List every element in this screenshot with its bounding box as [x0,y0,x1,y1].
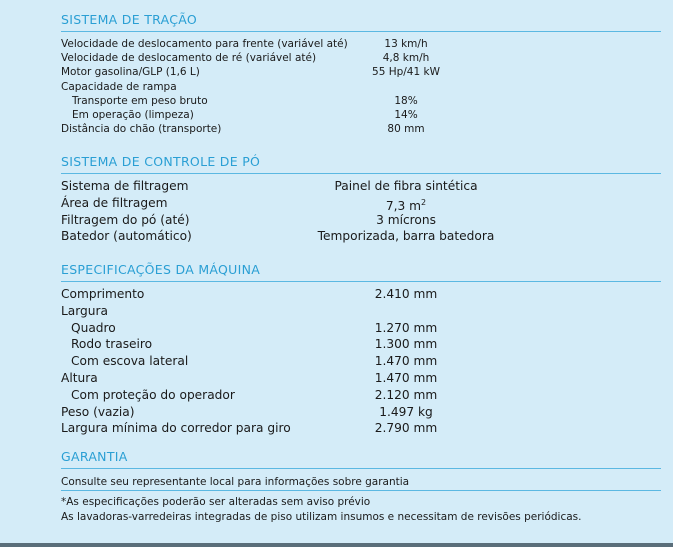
spec-row [61,108,661,122]
spec-label: Em operação (limpeza) [72,108,194,121]
spec-label: Capacidade de rampa [61,80,177,93]
spec-value: 1.270 mm [374,320,438,335]
section-rule [61,490,661,491]
section-title-po: SISTEMA DE CONTROLE DE PÓ [61,154,261,169]
spec-row [61,94,661,108]
spec-label: Transporte em peso bruto [72,94,208,107]
section-title-garantia: GARANTIA [61,449,128,464]
spec-row [61,80,661,94]
spec-value: Painel de fibra sintética [334,179,478,193]
spec-row [61,122,661,136]
spec-label: Área de filtragem [61,195,168,210]
spec-row [61,51,661,65]
spec-row [61,212,661,229]
garantia-text-row [61,475,661,489]
spec-row [61,178,661,195]
spec-label: Rodo traseiro [71,337,153,352]
spec-row [61,228,661,245]
spec-value: 1.497 kg [379,404,433,419]
spec-value: 1.300 mm [374,337,438,352]
spec-label: Peso (vazia) [61,404,135,419]
spec-value: 2.410 mm [374,287,438,301]
spec-value: 55 Hp/41 kW [372,66,440,79]
spec-label: Motor gasolina/GLP (1,6 L) [61,66,200,79]
spec-value: 80 mm [387,123,425,136]
spec-row [61,320,661,337]
bottom-bar [0,543,673,547]
spec-row [61,286,661,303]
spec-row [61,387,661,404]
spec-value: Temporizada, barra batedora [317,229,495,244]
spec-value: 1.470 mm [374,354,438,369]
spec-value: 2.790 mm [374,421,438,436]
footnote-disclaimer: *As especificações poderão ser alteradas sem aviso prévio [61,496,371,508]
spec-value: 2.120 mm [374,387,438,402]
section-tracao [61,12,661,136]
section-title-tracao: SISTEMA DE TRAÇÃO [61,12,198,27]
spec-row [61,65,661,79]
spec-value: 1.470 mm [374,370,438,385]
spec-label: Quadro [71,320,116,335]
section-title-maquina: ESPECIFICAÇÕES DA MÁQUINA [61,262,261,277]
spec-row [61,353,661,370]
spec-value: 4,8 km/h [382,52,430,65]
superscript: 2 [421,197,427,207]
section-garantia [61,449,661,489]
spec-row [61,420,661,437]
spec-value: 3 mícrons [376,212,436,227]
spec-row [61,195,661,212]
spec-row [61,37,661,51]
spec-label: Batedor (automático) [61,229,192,244]
spec-value: 14% [394,108,418,121]
garantia-text: Consulte seu representante local para informações sobre garantia [61,476,410,488]
section-po [61,154,661,245]
spec-row [61,370,661,387]
spec-value: 18% [394,94,418,107]
spec-label: Largura mínima do corredor para giro [61,421,291,436]
spec-label: Filtragem do pó (até) [61,212,190,227]
spec-row [61,303,661,320]
spec-label: Comprimento [61,287,145,301]
spec-label: Com escova lateral [71,354,189,369]
spec-value: 13 km/h [384,38,428,50]
section-maquina [61,262,661,437]
spec-label: Largura [61,303,108,318]
spec-label: Velocidade de deslocamento para frente (variável até) [61,38,348,50]
spec-label: Com proteção do operador [71,387,235,402]
footnote-maintenance: As lavadoras-varredeiras integradas de piso utilizam insumos e necessitam de revisões periódicas. [61,511,582,523]
spec-value-text: 7,3 m [385,198,422,213]
spec-label: Sistema de filtragem [61,179,189,193]
spec-label: Distância do chão (transporte) [61,123,222,136]
spec-label: Velocidade de deslocamento de ré (variável até) [61,52,317,65]
spec-label: Altura [61,370,98,385]
spec-row [61,404,661,421]
spec-row [61,336,661,353]
